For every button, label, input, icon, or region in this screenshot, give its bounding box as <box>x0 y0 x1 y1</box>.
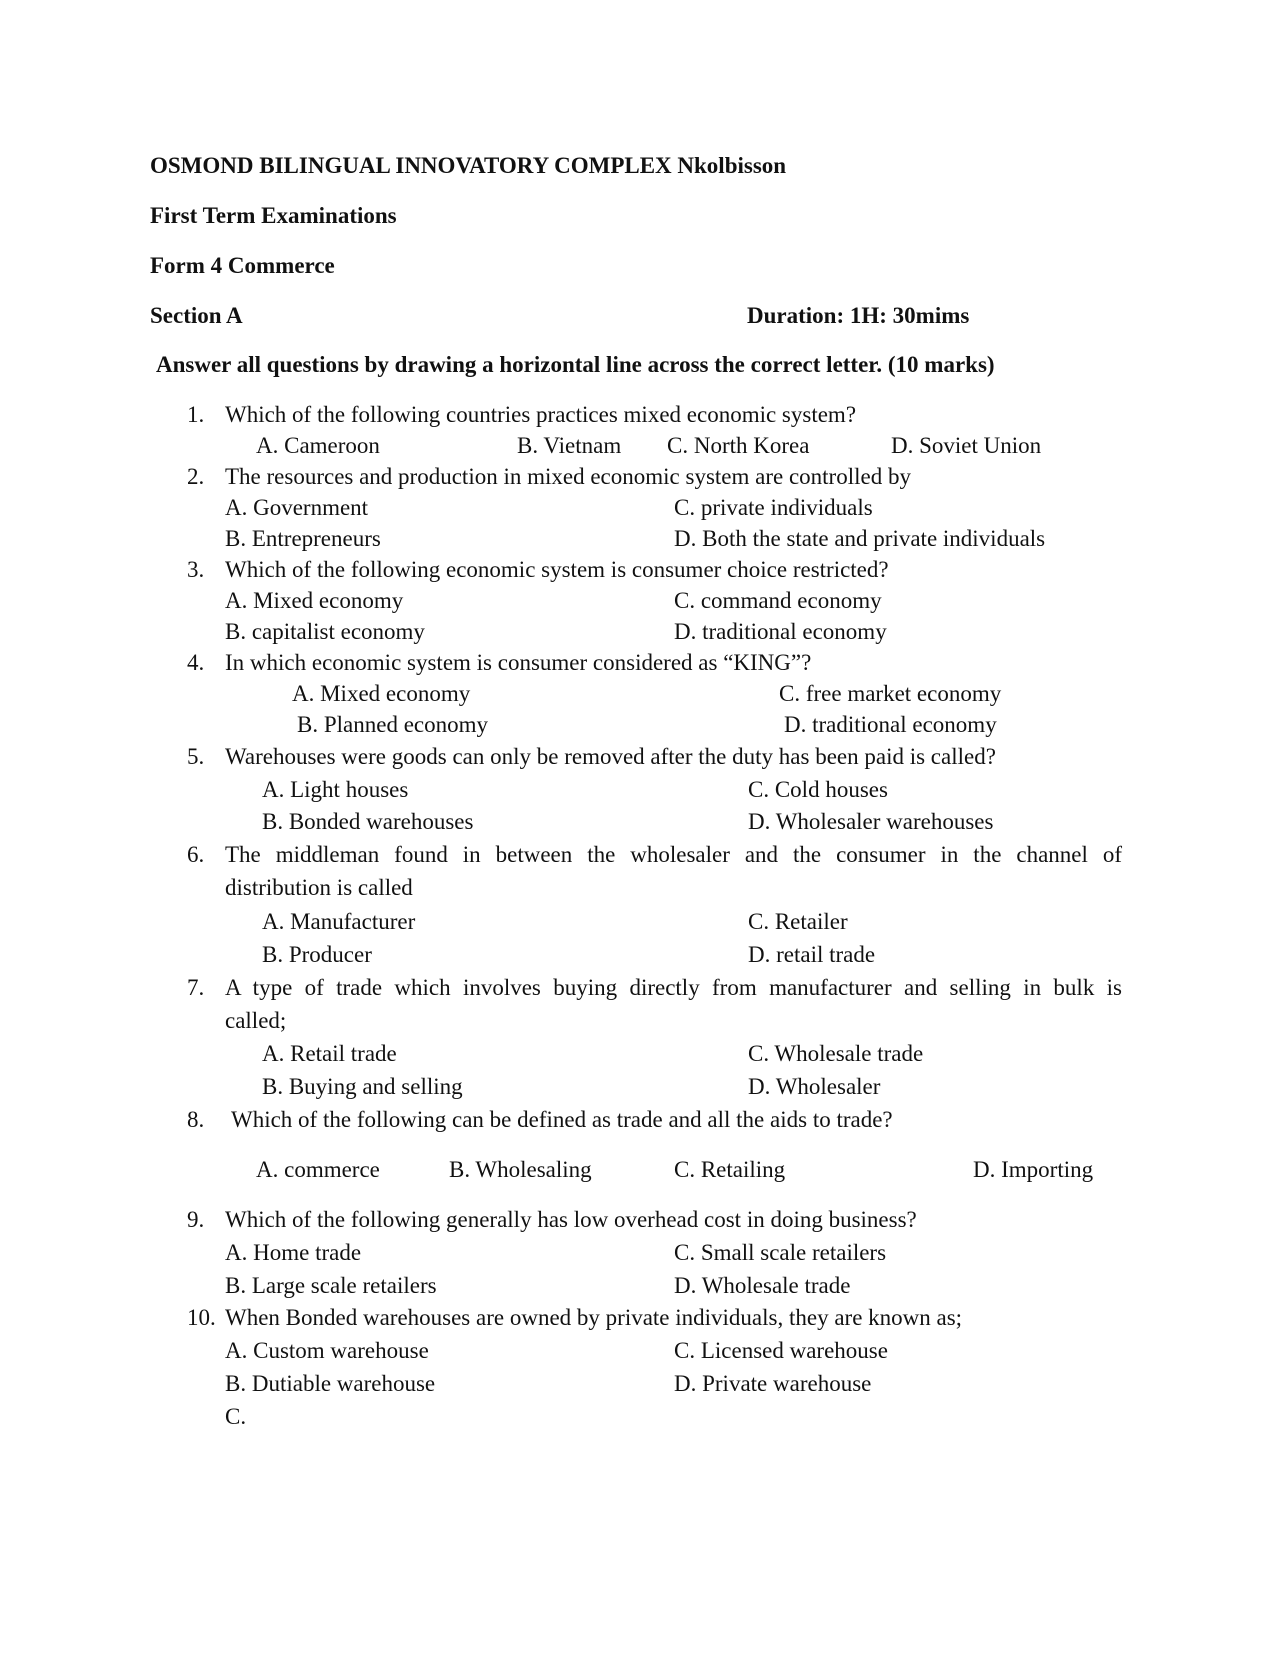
question-text: Which of the following generally has low overhead cost in doing business? <box>225 1207 917 1232</box>
option-b[interactable]: B. Buying and selling <box>262 1074 463 1099</box>
question-number: 1. <box>187 402 205 427</box>
option-c[interactable]: C. Cold houses <box>748 777 888 802</box>
option-c[interactable]: C. Wholesale trade <box>748 1041 924 1066</box>
option-b[interactable]: B. capitalist economy <box>225 619 425 644</box>
option-b[interactable]: B. Dutiable warehouse <box>225 1371 436 1396</box>
option-a[interactable]: A. Mixed economy <box>292 681 471 706</box>
school-name: OSMOND BILINGUAL INNOVATORY COMPLEX Nkolbisson <box>150 153 787 178</box>
option-d[interactable]: D. retail trade <box>748 942 876 967</box>
option-c[interactable]: C. free market economy <box>779 681 1002 706</box>
instructions: Answer all questions by drawing a horizontal line across the correct letter. (10 marks) <box>156 352 995 377</box>
option-d[interactable]: D. Importing <box>973 1157 1094 1182</box>
option-b[interactable]: B. Planned economy <box>297 712 488 737</box>
option-c[interactable]: C. North Korea <box>667 433 810 458</box>
question-text: The resources and production in mixed economic system are controlled by <box>225 464 911 489</box>
option-c[interactable]: C. command economy <box>674 588 882 613</box>
option-c[interactable]: C. Licensed warehouse <box>674 1338 888 1363</box>
question-number: 7. <box>187 975 205 1000</box>
option-b[interactable]: B. Vietnam <box>517 433 622 458</box>
subject-title: Form 4 Commerce <box>150 253 335 278</box>
question-number: 4. <box>187 650 205 675</box>
question-number: 2. <box>187 464 205 489</box>
option-a[interactable]: A. Custom warehouse <box>225 1338 429 1363</box>
option-c[interactable]: C. Small scale retailers <box>674 1240 887 1265</box>
question-text: In which economic system is consumer considered as “KING”? <box>225 650 812 675</box>
option-c[interactable]: C. Retailer <box>748 909 848 934</box>
option-a[interactable]: A. Manufacturer <box>262 909 416 934</box>
option-b[interactable]: B. Producer <box>262 942 372 967</box>
question-number: 8. <box>187 1107 205 1132</box>
option-b[interactable]: B. Entrepreneurs <box>225 526 381 551</box>
question-text: Warehouses were goods can only be removed after the duty has been paid is called? <box>225 744 996 769</box>
option-a[interactable]: A. Cameroon <box>256 433 380 458</box>
option-b[interactable]: B. Bonded warehouses <box>262 809 474 834</box>
option-d[interactable]: D. traditional economy <box>784 712 997 737</box>
question-text: When Bonded warehouses are owned by private individuals, they are known as; <box>225 1305 963 1330</box>
question-number: 6. <box>187 842 205 867</box>
option-d[interactable]: D. Private warehouse <box>674 1371 872 1396</box>
option-extra[interactable]: C. <box>225 1404 247 1429</box>
option-a[interactable]: A. Retail trade <box>262 1041 397 1066</box>
option-b[interactable]: B. Wholesaling <box>449 1157 592 1182</box>
option-a[interactable]: A. Light houses <box>262 777 409 802</box>
question-text-line-2: called; <box>225 1008 287 1033</box>
option-d[interactable]: D. Wholesaler <box>748 1074 881 1099</box>
exam-title: First Term Examinations <box>150 203 397 228</box>
option-b[interactable]: B. Large scale retailers <box>225 1273 437 1298</box>
option-a[interactable]: A. Mixed economy <box>225 588 404 613</box>
option-d[interactable]: D. Wholesale trade <box>674 1273 851 1298</box>
question-text-line-1: A type of trade which involves buying directly from manufacturer and selling in bulk is <box>225 975 1122 1000</box>
option-a[interactable]: A. commerce <box>256 1157 380 1182</box>
question-text: Which of the following can be defined as trade and all the aids to trade? <box>231 1107 893 1132</box>
question-text: Which of the following economic system is consumer choice restricted? <box>225 557 889 582</box>
question-number: 3. <box>187 557 205 582</box>
option-d[interactable]: D. Soviet Union <box>891 433 1042 458</box>
option-d[interactable]: D. Wholesaler warehouses <box>748 809 994 834</box>
question-number: 9. <box>187 1207 205 1232</box>
question-text-line-1: The middleman found in between the wholesaler and the consumer in the channel of <box>225 842 1122 867</box>
question-text: Which of the following countries practices mixed economic system? <box>225 402 857 427</box>
question-number: 5. <box>187 744 205 769</box>
option-d[interactable]: D. Both the state and private individuals <box>674 526 1046 551</box>
option-c[interactable]: C. private individuals <box>674 495 873 520</box>
option-a[interactable]: A. Government <box>225 495 369 520</box>
question-number: 10. <box>187 1305 216 1330</box>
question-text-line-2: distribution is called <box>225 875 413 900</box>
duration-label: Duration: 1H: 30mims <box>747 303 970 328</box>
option-d[interactable]: D. traditional economy <box>674 619 887 644</box>
option-c[interactable]: C. Retailing <box>674 1157 786 1182</box>
option-a[interactable]: A. Home trade <box>225 1240 362 1265</box>
section-label: Section A <box>150 303 243 328</box>
